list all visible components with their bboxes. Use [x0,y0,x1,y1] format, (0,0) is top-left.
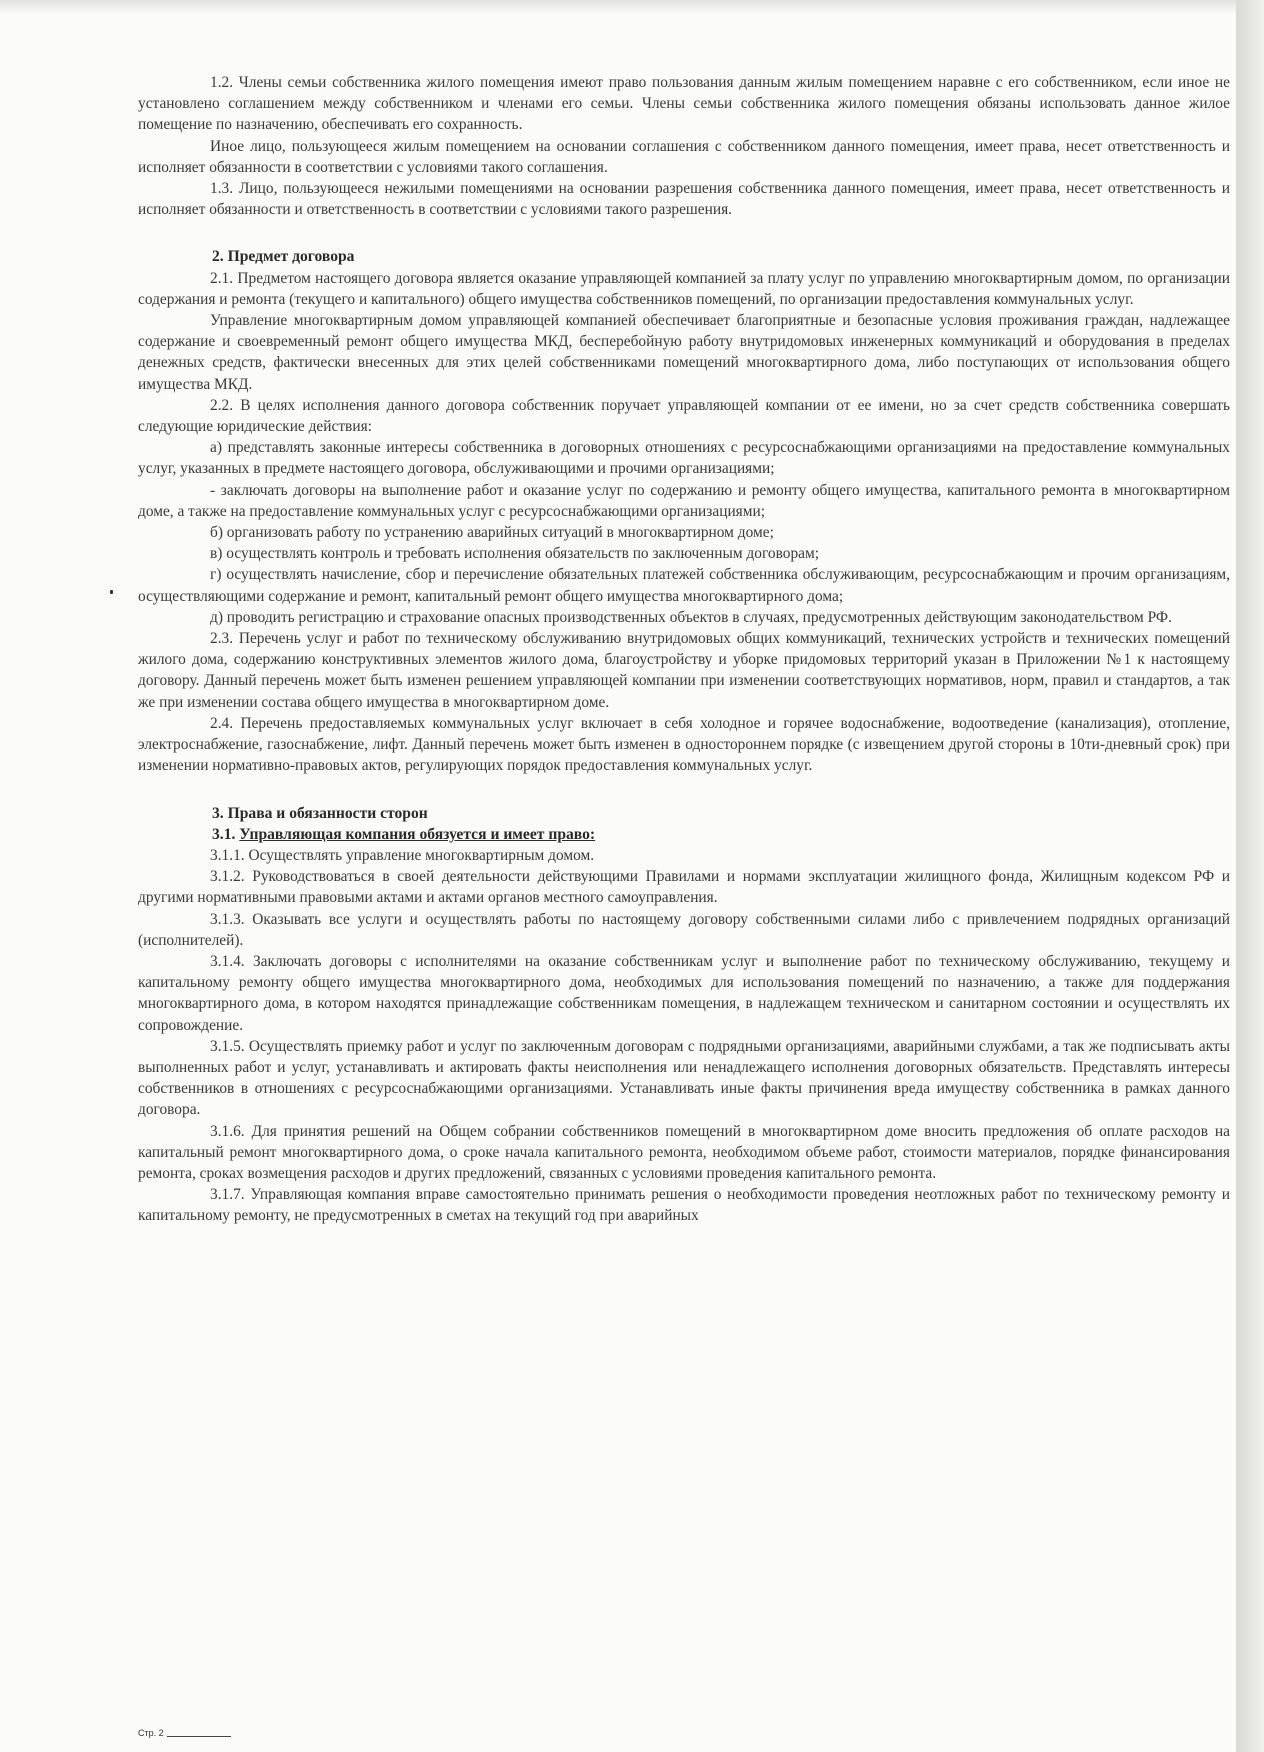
list-item-a: а) представлять законные интересы собственника в договорных отношениях с ресурсоснабжающими организациями на предоставление коммунальных услуг, указанных в предмете настоящего договора, обслуживающими и прочими организациями; [138,439,1230,478]
section-2-heading: 2. Предмет договора [212,248,355,266]
list-item-g: г) осуществлять начисление, сбор и перечисление обязательных платежей собственника обслуживающим, ресурсоснабжающим и прочим организациям, осуществляющими содержание и ремонт, капитальный ремонт общего имущества многоквартирного дома; [138,566,1230,605]
paragraph-management: Управление многоквартирным домом управляющей компанией обеспечивает благоприятные и безопасные условия проживания граждан, надлежащее содержание и своевременный ремонт общего имущества МКД, бесперебойную работу внутридомовых инженерных коммуникаций и оборудования в пределах денежных средств, фактически внесенных для этих целей собственниками помещений многоквартирного дома, либо поступающих от использования общего имущества МКД. [138,312,1230,393]
document-body [138,72,1230,1227]
subsection-title: Управляющая компания обязуется и имеет право: [239,825,596,843]
paragraph-2-4: 2.4. Перечень предоставляемых коммунальных услуг включает в себя холодное и горячее водоснабжение, водоотведение (канализация), отопление, электроснабжение, газоснабжение, лифт. Данный перечень может быть изменен в одностороннем порядке (с извещением другой стороны в 10ти-дневный срок) при изменении нормативно-правовых актов, регулирующих порядок предоставления коммунальных услуг. [138,714,1230,775]
paragraph-3-1-4: 3.1.4. Заключать договоры с исполнителями на оказание собственникам услуг и выполнение работ по техническому обслуживанию, текущему и капитальному ремонту общего имущества многоквартирного дома, необходимых для использования помещений по назначению, а также для поддержания многоквартирного дома, в котором находятся принадлежащие собственникам помещения, в надлежащем техническом и санитарном состоянии и осуществлять их сопровождение. [138,952,1230,1034]
list-item-dash: - заключать договоры на выполнение работ и оказание услуг по содержанию и ремонту общего имущества, капитального ремонта в многоквартирном доме, а также на предоставление коммунальных услуг с ресурсоснабжающими организациями; [138,481,1230,520]
paragraph-other-person: Иное лицо, пользующееся жилым помещением на основании соглашения с собственником данного помещения, имеет права, несет ответственность и исполняет обязанности в соответствии с условиями такого соглашения. [138,137,1230,176]
paragraph-3-1-5: 3.1.5. Осуществлять приемку работ и услуг по заключенным договорам с подрядными организациями, аварийными службами, а так же подписывать акты выполненных работ и услуг, устанавливать и актировать факты неисполнения или ненадлежащего исполнения договорных обязательств. Представлять интересы собственников в отношениях с ресурсоснабжающими организациями. Устанавливать иные факты причинения вреда имуществу собственника в рамках данного договора. [138,1037,1230,1119]
paragraph-3-1-1: 3.1.1. Осуществлять управление многоквартирным домом. [210,846,595,864]
paragraph-2-1: 2.1. Предметом настоящего договора является оказание управляющей компанией за плату услуг по управлению многоквартирным домом, по организации содержания и ремонта (текущего и капитального) общего имущества собственников помещений, по организации предоставления коммунальных услуг. [138,269,1230,308]
paragraph-3-1-2: 3.1.2. Руководствоваться в своей деятельности действующими Правилами и нормами эксплуатации жилищного фонда, Жилищным кодексом РФ и другими нормативными правовыми актами и актами органов местного самоуправления. [138,868,1230,907]
list-item-b: б) организовать работу по устранению аварийных ситуаций в многоквартирном доме; [210,524,774,542]
page-edge-shadow [1236,0,1264,1752]
paragraph-3-1-7: 3.1.7. Управляющая компания вправе самостоятельно принимать решения о необходимости проведения неотложных работ по техническому ремонту и капитальному ремонту, не предусмотренных в сметах на текущий год при аварийных [138,1186,1230,1225]
paragraph-1-3: 1.3. Лицо, пользующееся нежилыми помещениями на основании разрешения собственника данного помещения, имеет права, несет ответственность и исполняет обязанности и ответственность в соответствии с условиями такого разрешения. [138,180,1230,219]
paragraph-3-1-6: 3.1.6. Для принятия решений на Общем собрании собственников помещений в многоквартирном доме вносить предложения об оплате расходов на капитальный ремонт многоквартирного дома, о сроке начала капитального ремонта, необходимом объеме работ, стоимости материалов, порядке финансирования ремонта, сроках возмещения расходов и других предложений, связанных с условиями проведения капитального ремонта. [138,1122,1230,1182]
paragraph-1-2: 1.2. Члены семьи собственника жилого помещения имеют право пользования данным жилым помещением наравне с его собственником, если иное не установлено соглашением между собственником и членами его семьи. Члены семьи собственника жилого помещения обязаны использовать данное жилое помещение по назначению, обеспечивать его сохранность. [138,74,1230,134]
page-footer [138,1728,231,1738]
section-3-heading: 3. Права и обязанности сторон [212,804,428,822]
paragraph-3-1-3: 3.1.3. Оказывать все услуги и осуществлять работы по настоящему договору собственными силами либо с привлечением подрядных организаций (исполнителей). [138,910,1230,949]
paragraph-2-3: 2.3. Перечень услуг и работ по техническому обслуживанию внутридомовых общих коммуникаций, технических устройств и технических помещений жилого дома, содержанию конструктивных элементов жилого дома, благоустройству и уборке придомовых территорий указан в Приложении №1 к настоящему договору. Данный перечень может быть изменен решением управляющей компании при изменении соответствующих нормативов, норм, правил и стандартов, а так же при изменении состава общего имущества в многоквартирном доме. [138,630,1230,711]
list-item-d: д) проводить регистрацию и страхование опасных производственных объектов в случаях, предусмотренных действующим законодательством РФ. [210,608,1172,626]
list-item-v: в) осуществлять контроль и требовать исполнения обязательств по заключенным договорам; [210,545,819,563]
subsection-number: 3.1. [212,825,236,843]
subsection-3-1-heading [138,824,1230,845]
page-number: Стр. 2 [138,1728,164,1738]
paragraph-2-2: 2.2. В целях исполнения данного договора собственник поручает управляющей компании от ее имени, но за счет средств собственника совершать следующие юридические действия: [138,396,1230,436]
page-number-line [167,1736,231,1737]
scan-speck [110,590,113,594]
